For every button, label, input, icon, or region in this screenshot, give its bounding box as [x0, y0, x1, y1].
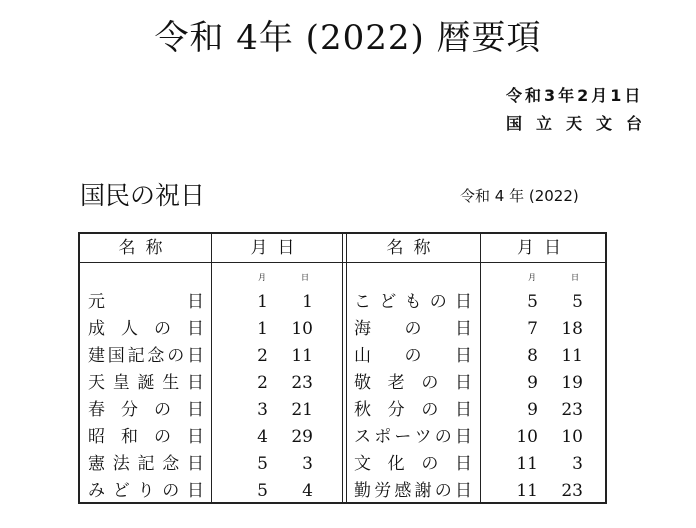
holiday-day: 23 — [561, 400, 583, 420]
holiday-day: 21 — [291, 400, 313, 420]
holiday-day: 23 — [291, 373, 313, 393]
holiday-name: 山 の 日 — [354, 346, 472, 366]
year-label: 令和 4 年 (2022) — [460, 187, 579, 205]
holiday-month: 1 — [257, 292, 268, 312]
holiday-day: 5 — [572, 292, 583, 312]
holiday-month: 4 — [257, 427, 268, 447]
holiday-month: 5 — [257, 481, 268, 501]
table-row — [80, 370, 609, 396]
sub-label-day-right: 日 — [571, 273, 579, 282]
table-row — [80, 478, 609, 504]
holiday-day: 29 — [291, 427, 313, 447]
holiday-month: 9 — [527, 400, 538, 420]
holiday-name: 敬 老 の 日 — [354, 373, 472, 393]
holiday-name: 成 人 の 日 — [88, 319, 204, 339]
sub-label-month-right: 月 — [528, 273, 536, 282]
holiday-month: 2 — [257, 373, 268, 393]
holiday-month: 5 — [527, 292, 538, 312]
holiday-name: 海 の 日 — [354, 319, 472, 339]
holiday-month: 7 — [527, 319, 538, 339]
holiday-month: 11 — [516, 454, 538, 474]
holiday-name: 元 日 — [88, 292, 204, 312]
holiday-name: 建 国 記 念 の 日 — [88, 346, 204, 366]
holiday-month: 11 — [516, 481, 538, 501]
holiday-name: こ ど も の 日 — [354, 292, 472, 312]
table-row — [80, 343, 609, 369]
issuer-organization: 国立天文台 — [505, 114, 656, 133]
holiday-name: ス ポ ー ツ の 日 — [354, 427, 472, 447]
table-row — [80, 397, 609, 423]
holiday-day: 3 — [572, 454, 583, 474]
section-title: 国民の祝日 — [80, 181, 206, 210]
table-row — [80, 451, 609, 477]
holiday-day: 1 — [302, 292, 313, 312]
holiday-day: 10 — [561, 427, 583, 447]
holiday-day: 11 — [561, 346, 583, 366]
header-name-right: 名称 — [386, 238, 441, 258]
sub-label-month-left: 月 — [258, 273, 266, 282]
holiday-name: 昭 和 の 日 — [88, 427, 204, 447]
issue-date: 令和3年2月1日 — [505, 86, 644, 105]
table-row — [80, 424, 609, 450]
header-monthday-left: 月日 — [250, 238, 305, 258]
holiday-day: 11 — [291, 346, 313, 366]
holiday-day: 4 — [302, 481, 313, 501]
holiday-month: 9 — [527, 373, 538, 393]
holiday-name: 文 化 の 日 — [354, 454, 472, 474]
holiday-day: 3 — [302, 454, 313, 474]
holiday-day: 23 — [561, 481, 583, 501]
sub-label-day-left: 日 — [301, 273, 309, 282]
holiday-month: 1 — [257, 319, 268, 339]
issuer-block — [506, 82, 656, 138]
header-monthday-right: 月日 — [517, 238, 571, 258]
holiday-name: 勤 労 感 謝 の 日 — [354, 481, 472, 501]
page-title: 令和 4年 (2022) 暦要項 — [154, 18, 542, 58]
table-row — [80, 289, 609, 315]
holiday-month: 3 — [257, 400, 268, 420]
holiday-name: 憲 法 記 念 日 — [88, 454, 204, 474]
holiday-day: 19 — [561, 373, 583, 393]
holiday-month: 8 — [527, 346, 538, 366]
holiday-month: 10 — [516, 427, 538, 447]
holiday-name: み ど り の 日 — [88, 481, 204, 501]
holiday-name: 天 皇 誕 生 日 — [88, 373, 204, 393]
holiday-day: 10 — [291, 319, 313, 339]
table-row — [80, 316, 609, 342]
holiday-month: 2 — [257, 346, 268, 366]
holiday-name: 秋 分 の 日 — [354, 400, 472, 420]
holiday-day: 18 — [561, 319, 583, 339]
holiday-table — [78, 232, 607, 504]
header-name-left: 名称 — [118, 238, 173, 258]
holiday-month: 5 — [257, 454, 268, 474]
holiday-name: 春 分 の 日 — [88, 400, 204, 420]
